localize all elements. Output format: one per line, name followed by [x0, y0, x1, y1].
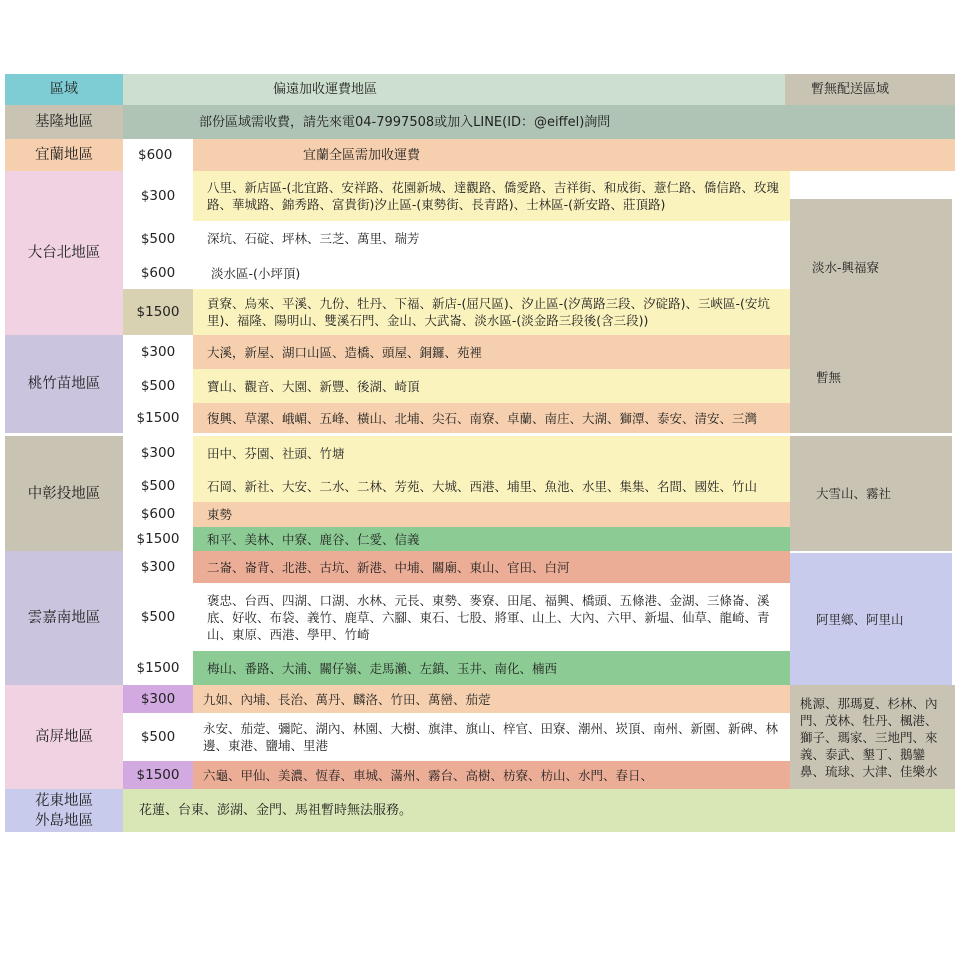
- area-list: 石岡、新社、大安、二水、二林、芳苑、大城、西港、埔里、魚池、水里、集集、名間、國姓、竹山: [193, 470, 790, 502]
- no-delivery-gaoping: 桃源、那瑪夏、杉林、內門、茂林、牡丹、楓港、獅子、瑪家、三地門、來義、泰武、墾丁、鵝鑾鼻、琉球、大津、佳樂水: [790, 685, 955, 789]
- price-cell: $300: [123, 551, 193, 583]
- price-cell: $300: [123, 171, 193, 221]
- price-cell: $500: [123, 713, 193, 761]
- area-list: 九如、內埔、長治、萬丹、麟洛、竹田、萬巒、茄萣: [193, 685, 790, 713]
- price-cell: $600: [123, 257, 193, 289]
- header-no-delivery: 暫無配送區域: [785, 74, 955, 105]
- area-list: 淡水區-(小坪頂): [193, 257, 790, 289]
- yilan-areas: 宜蘭全區需加收運費: [193, 139, 955, 171]
- region-taozhumiao: 桃竹苗地區: [5, 335, 123, 433]
- keelung-note: 部份區域需收費，請先來電04-7997508或加入LINE(ID：@eiffel)詢問: [123, 105, 955, 139]
- region-huadong-line2: 外島地區: [35, 812, 93, 829]
- header-region: 區域: [5, 74, 123, 105]
- no-delivery-zhongzhangtou: 大雪山、霧社: [790, 436, 952, 551]
- price-cell: $500: [123, 470, 193, 502]
- area-list: 永安、茄萣、彌陀、湖內、林園、大樹、旗津、旗山、梓官、田寮、潮州、崁頂、南州、新園、新碑、林邊、東港、鹽埔、里港: [193, 713, 790, 761]
- area-list: 八里、新店區-(北宜路、安祥路、花園新城、達觀路、僑愛路、吉祥街、和成街、薏仁路、僑信路、玫瑰路、華城路、錦秀路、富貴街)汐止區-(東勢街、長青路)、士林區-(新安路、莊頂路): [193, 171, 790, 221]
- area-list: 貢寮、烏來、平溪、九份、牡丹、下福、新店-(屈尺區)、汐止區-(汐萬路三段、汐碇路)、三峽區-(安坑里)、福隆、陽明山、雙溪石門、金山、大武崙、淡水區-(淡金路三段後(含三段)): [193, 289, 790, 335]
- area-list: 深坑、石碇、坪林、三芝、萬里、瑞芳: [193, 221, 790, 257]
- region-keelung: 基隆地區: [5, 105, 123, 139]
- price-cell: $300: [123, 436, 193, 470]
- price-cell: $500: [123, 221, 193, 257]
- region-yunjianan: 雲嘉南地區: [5, 551, 123, 685]
- area-list: 和平、美林、中寮、鹿谷、仁愛、信義: [193, 527, 790, 551]
- area-list: 寶山、觀音、大園、新豐、後湖、崎頂: [193, 369, 790, 403]
- region-yilan: 宜蘭地區: [5, 139, 123, 171]
- region-huadong: [5, 789, 123, 832]
- area-list: 褒忠、台西、四湖、口湖、水林、元長、東勢、麥寮、田尾、福興、橋頭、五條港、金湖、三條崙、溪底、好收、布袋、義竹、鹿草、六腳、東石、七股、將軍、山上、大內、六甲、新塭、仙草、龍崎、青山、東原、西港、學甲、竹崎: [193, 583, 790, 651]
- area-list: 田中、芬園、社頭、竹塘: [193, 436, 790, 470]
- price-cell: $500: [123, 583, 193, 651]
- no-delivery-taozhumiao: 暫無: [790, 335, 952, 433]
- huadong-note: 花蓮、台東、澎湖、金門、馬祖暫時無法服務。: [123, 789, 955, 832]
- no-delivery-yunjianan: 阿里鄉、阿里山: [790, 553, 952, 685]
- price-cell: $1500: [123, 527, 193, 551]
- header-remote-areas: 偏遠加收運費地區: [123, 74, 785, 105]
- area-list: 梅山、番路、大浦、關仔嶺、走馬瀨、左鎮、玉井、南化、楠西: [193, 651, 790, 685]
- price-cell: $1500: [123, 651, 193, 685]
- no-delivery-taipei: 淡水-興福寮: [790, 199, 952, 335]
- price-cell: $300: [123, 335, 193, 369]
- area-list: 六龜、甲仙、美濃、恆春、車城、滿州、霧台、高樹、枋寮、枋山、水門、春日、: [193, 761, 790, 789]
- area-list: 大溪，新屋、湖口山區、造橋、頭屋、銅鑼、苑裡: [193, 335, 790, 369]
- area-list: 復興、草漯、峨嵋、五峰、橫山、北埔、尖石、南寮、卓蘭、南庄、大湖、獅潭、泰安、清安、三灣: [193, 403, 790, 433]
- price-cell: $1500: [123, 289, 193, 335]
- region-huadong-line1: 花東地區: [35, 792, 93, 809]
- price-cell: $1500: [123, 403, 193, 433]
- price-cell: $600: [123, 502, 193, 527]
- area-list: 二崙、崙背、北港、古坑、新港、中埔、關廟、東山、官田、白河: [193, 551, 790, 583]
- price-cell: $500: [123, 369, 193, 403]
- region-taipei: 大台北地區: [5, 171, 123, 335]
- price-cell: $1500: [123, 761, 193, 789]
- price-cell: $600: [123, 139, 193, 171]
- region-gaoping: 高屏地區: [5, 685, 123, 789]
- price-cell: $300: [123, 685, 193, 713]
- region-zhongzhangtou: 中彰投地區: [5, 436, 123, 551]
- area-list: 東勢: [193, 502, 790, 527]
